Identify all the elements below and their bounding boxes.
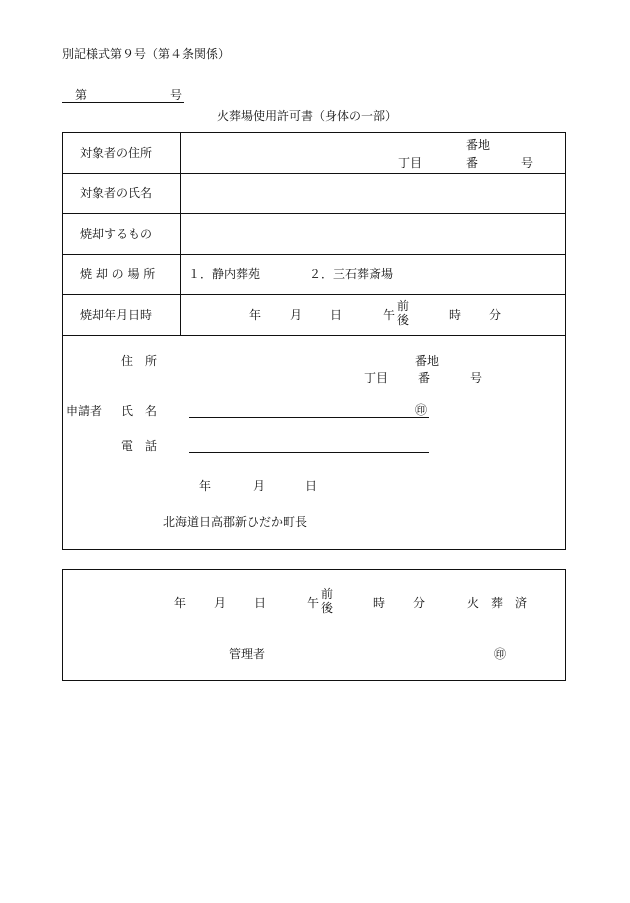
row-label-item: 焼却するもの bbox=[80, 227, 153, 241]
dt-day: 日 bbox=[330, 308, 343, 322]
row-label-datetime: 焼却年月日時 bbox=[80, 308, 153, 322]
dt-year: 年 bbox=[249, 308, 262, 322]
applicant-name-label: 氏 名 bbox=[121, 404, 158, 418]
issuer-name: 北海道日高郡新ひだか町長 bbox=[163, 515, 308, 529]
dt-ampm bbox=[397, 299, 409, 327]
address-banchi: 番地 bbox=[466, 138, 491, 152]
applicant-go: 号 bbox=[470, 371, 483, 385]
completion-month: 月 bbox=[214, 596, 227, 610]
applicant-address-label: 住 所 bbox=[121, 354, 158, 368]
row-divider bbox=[62, 294, 566, 295]
completion-year: 年 bbox=[174, 596, 187, 610]
row-divider bbox=[62, 335, 566, 336]
address-go: 号 bbox=[521, 156, 534, 170]
dt-hour: 時 bbox=[449, 308, 462, 322]
applicant-group-label: 申請者 bbox=[66, 404, 103, 418]
row-label-place: 焼 却 の 場 所 bbox=[80, 267, 156, 281]
manager-label: 管理者 bbox=[229, 647, 266, 661]
manager-seal-mark: ㊞ bbox=[494, 647, 507, 661]
completion-zen: 前 bbox=[321, 587, 334, 601]
dt-minute: 分 bbox=[489, 308, 502, 322]
completion-hour: 時 bbox=[373, 596, 386, 610]
issue-day: 日 bbox=[305, 479, 318, 493]
number-underline bbox=[62, 102, 184, 103]
address-chome: 丁目 bbox=[398, 156, 423, 170]
applicant-banchi: 番地 bbox=[415, 354, 440, 368]
form-caption: 別記様式第９号（第４条関係） bbox=[62, 47, 231, 61]
form-title: 火葬場使用許可書（身体の一部） bbox=[217, 109, 398, 123]
completion-day: 日 bbox=[254, 596, 267, 610]
row-divider bbox=[62, 213, 566, 214]
completion-ampm bbox=[321, 587, 333, 615]
applicant-phone-label: 電 話 bbox=[121, 439, 158, 453]
place-option-2: ２．三石葬斎場 bbox=[309, 267, 394, 281]
cremation-done-label: 火 葬 済 bbox=[467, 596, 528, 610]
row-divider bbox=[62, 254, 566, 255]
completion-ato: 後 bbox=[321, 601, 334, 615]
completion-minute: 分 bbox=[413, 596, 426, 610]
applicant-seal-mark: ㊞ bbox=[415, 403, 428, 417]
dt-go-char: 午 bbox=[383, 308, 396, 322]
applicant-ban: 番 bbox=[418, 371, 431, 385]
applicant-phone-line bbox=[189, 452, 429, 453]
applicant-chome: 丁目 bbox=[364, 371, 389, 385]
dt-ato: 後 bbox=[397, 313, 410, 327]
label-column-divider bbox=[180, 132, 181, 335]
address-ban: 番 bbox=[466, 156, 479, 170]
completion-box bbox=[62, 569, 566, 681]
issue-year: 年 bbox=[199, 479, 212, 493]
row-label-address: 対象者の住所 bbox=[80, 146, 153, 160]
dt-month: 月 bbox=[290, 308, 303, 322]
place-option-1: １．静内葬苑 bbox=[188, 267, 261, 281]
number-dai: 第 bbox=[75, 88, 88, 102]
completion-go-char: 午 bbox=[307, 596, 320, 610]
applicant-name-line bbox=[189, 417, 429, 418]
issue-month: 月 bbox=[253, 479, 266, 493]
dt-zen: 前 bbox=[397, 299, 410, 313]
row-label-name: 対象者の氏名 bbox=[80, 186, 153, 200]
row-divider bbox=[62, 173, 566, 174]
number-go: 号 bbox=[170, 88, 183, 102]
